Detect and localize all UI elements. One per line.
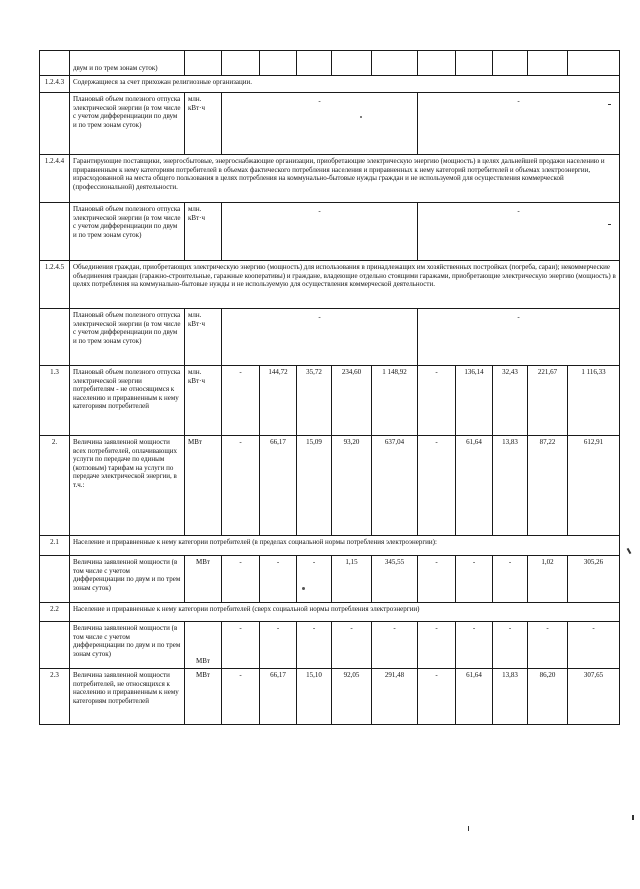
value-cell: 144,72 — [260, 366, 297, 436]
value-cell: 66,17 — [260, 436, 297, 536]
value-cell: 1,02 — [528, 556, 568, 603]
row-number: 1.3 — [40, 366, 70, 436]
row-description: Величина заявленной мощности потребителей, не относящихся к населению и приравненным к нему категориям потребителей — [70, 669, 185, 725]
section-row — [40, 155, 620, 203]
value-cell: - — [297, 622, 332, 669]
value-cell: - — [456, 622, 493, 669]
row-description: Плановый объем полезного отпуска электрической энергии потребителям - не относящимся к населению и приравненным к нему категориям потребителей — [70, 366, 185, 436]
value-cell: - — [517, 207, 520, 215]
unit-cell: млн. кВт·ч — [185, 309, 222, 366]
section-heading: Содержащиеся за счет прихожан религиозные организации. — [70, 76, 620, 93]
value-cell: - — [456, 556, 493, 603]
value-cell: - — [222, 556, 260, 603]
table-row — [40, 622, 620, 669]
value-cell: 307,65 — [568, 669, 620, 725]
value-cell: - — [517, 97, 520, 105]
value-cell: - — [260, 556, 297, 603]
table-row — [40, 436, 620, 536]
section-heading: Объединения граждан, приобретающих электрическую энергию (мощность) для использования в принадлежащих им хозяйственных постройках (погреба, сараи); некоммерческие объединения граждан (гаражно-строительные, гаражные кооперативы) и граждане, владеющие отдельно стоящими гаражами, приобретающие электрическую энергию (мощность) в целях потребления на коммунально-бытовые нужды и не используемую для осуществления коммерческой деятельности. — [70, 261, 620, 309]
value-cell: 86,20 — [528, 669, 568, 725]
value-cell: 61,64 — [456, 669, 493, 725]
value-cell: - — [222, 669, 260, 725]
value-cell: - — [517, 313, 520, 321]
value-cell: - — [372, 622, 418, 669]
value-cell: 32,43 — [493, 366, 528, 436]
scan-mark — [627, 548, 632, 554]
unit-cell: млн. кВт·ч — [185, 93, 222, 155]
row-number: 1.2.4.4 — [40, 155, 70, 203]
section-row — [40, 76, 620, 93]
value-cell: 136,14 — [456, 366, 493, 436]
table-row — [40, 203, 620, 261]
value-cell: 92,05 — [332, 669, 372, 725]
value-cell: - — [418, 436, 456, 536]
value-cell: 234,60 — [332, 366, 372, 436]
section-row — [40, 261, 620, 309]
value-cell: - — [418, 556, 456, 603]
scan-mark — [608, 224, 611, 225]
row-description: Величина заявленной мощности всех потребителей, оплачивающих услуги по передаче по единым (котловым) тарифам на услуги по передаче электрической энергии, в т.ч.: — [70, 436, 185, 536]
value-cell: 612,91 — [568, 436, 620, 536]
row-number-cell — [40, 51, 70, 76]
value-cell: 15,10 — [297, 669, 332, 725]
value-cell: - — [222, 366, 260, 436]
value-cell: 1 148,92 — [372, 366, 418, 436]
value-cell: 305,26 — [568, 556, 620, 603]
row-number: 2.1 — [40, 536, 70, 556]
value-cell: 291,48 — [372, 669, 418, 725]
value-cell: 66,17 — [260, 669, 297, 725]
scan-mark — [632, 815, 634, 820]
value-cell: - — [493, 556, 528, 603]
value-cell: 93,20 — [332, 436, 372, 536]
value-cell: 13,83 — [493, 669, 528, 725]
value-cell: - — [222, 622, 260, 669]
table-row — [40, 669, 620, 725]
scan-mark — [608, 104, 611, 105]
section-heading: Население и приравненные к нему категории потребителей (сверх социальной нормы потребления электроэнергии) — [70, 603, 620, 622]
row-number: 2.2 — [40, 603, 70, 622]
table-row — [40, 93, 620, 155]
table-row — [40, 556, 620, 603]
value-cell: - — [418, 366, 456, 436]
table-row — [40, 51, 620, 76]
value-cell: - — [297, 556, 332, 603]
section-heading: Население и приравненные к нему категории потребителей (в пределах социальной нормы потребления электроэнергии): — [70, 536, 620, 556]
value-cell: - — [260, 622, 297, 669]
scan-mark — [468, 826, 469, 831]
value-cell: - — [528, 622, 568, 669]
row-description: Плановый объем полезного отпуска электрической энергии (в том числе с учетом дифференциации по двум и по трем зонам суток) — [70, 93, 185, 155]
row-description: двум и по трем зонам суток) — [70, 51, 185, 76]
value-cell: 13,83 — [493, 436, 528, 536]
value-cell: - — [568, 622, 620, 669]
section-row — [40, 536, 620, 556]
value-cell: - — [418, 669, 456, 725]
value-cell: - — [418, 622, 456, 669]
value-cell: - — [332, 622, 372, 669]
value-cell: - — [493, 622, 528, 669]
value-cell: - — [318, 313, 321, 321]
unit-cell: млн. кВт·ч — [185, 203, 222, 261]
table-row — [40, 309, 620, 366]
tariff-table — [39, 50, 620, 725]
value-cell: 221,67 — [528, 366, 568, 436]
value-cell: - — [222, 436, 260, 536]
table-row — [40, 366, 620, 436]
value-cell: - — [318, 97, 321, 105]
unit-cell: МВт — [185, 556, 222, 603]
value-cell: - — [318, 207, 321, 215]
unit-cell: МВт — [185, 669, 222, 725]
value-cell: 87,22 — [528, 436, 568, 536]
scan-speck — [360, 116, 362, 118]
value-cell: 15,09 — [297, 436, 332, 536]
unit-cell: млн. кВт·ч — [185, 366, 222, 436]
value-cell: 1 116,33 — [568, 366, 620, 436]
row-number: 1.2.4.5 — [40, 261, 70, 309]
section-row — [40, 603, 620, 622]
row-description: Величина заявленной мощности (в том числе с учетом дифференциации по двум и по трем зонам суток) — [70, 622, 185, 669]
row-description: Величина заявленной мощности (в том числе с учетом дифференциации по двум и по трем зонам суток) — [70, 556, 185, 603]
value-cell: 637,04 — [372, 436, 418, 536]
row-description: Плановый объем полезного отпуска электрической энергии (в том числе с учетом дифференциации по двум и по трем зонам суток) — [70, 309, 185, 366]
unit-cell: МВт — [185, 622, 222, 669]
row-description: Плановый объем полезного отпуска электрической энергии (в том числе с учетом дифференциации по двум и по трем зонам суток) — [70, 203, 185, 261]
section-heading: Гарантирующие поставщики, энергосбытовые, энергоснабжающие организации, приобретающие электрическую энергию (мощность) в целях дальнейшей продажи населению и приравненным к нему категориям потребителей в объемах фактического потребления населения и приравненных к нему категорий потребителей и объемах электроэнергии, израсходованной на места общего пользования в целях потребления на коммунально-бытовые нужды граждан и не используемой для осуществления коммерческой (профессиональной) деятельности. — [70, 155, 620, 203]
unit-cell: МВт — [185, 436, 222, 536]
value-cell: 35,72 — [297, 366, 332, 436]
scan-speck — [302, 587, 305, 590]
value-cell: 345,55 — [372, 556, 418, 603]
row-number: 2. — [40, 436, 70, 536]
row-number: 1.2.4.3 — [40, 76, 70, 93]
row-number: 2.3 — [40, 669, 70, 725]
value-cell: 61,64 — [456, 436, 493, 536]
value-cell: 1,15 — [332, 556, 372, 603]
